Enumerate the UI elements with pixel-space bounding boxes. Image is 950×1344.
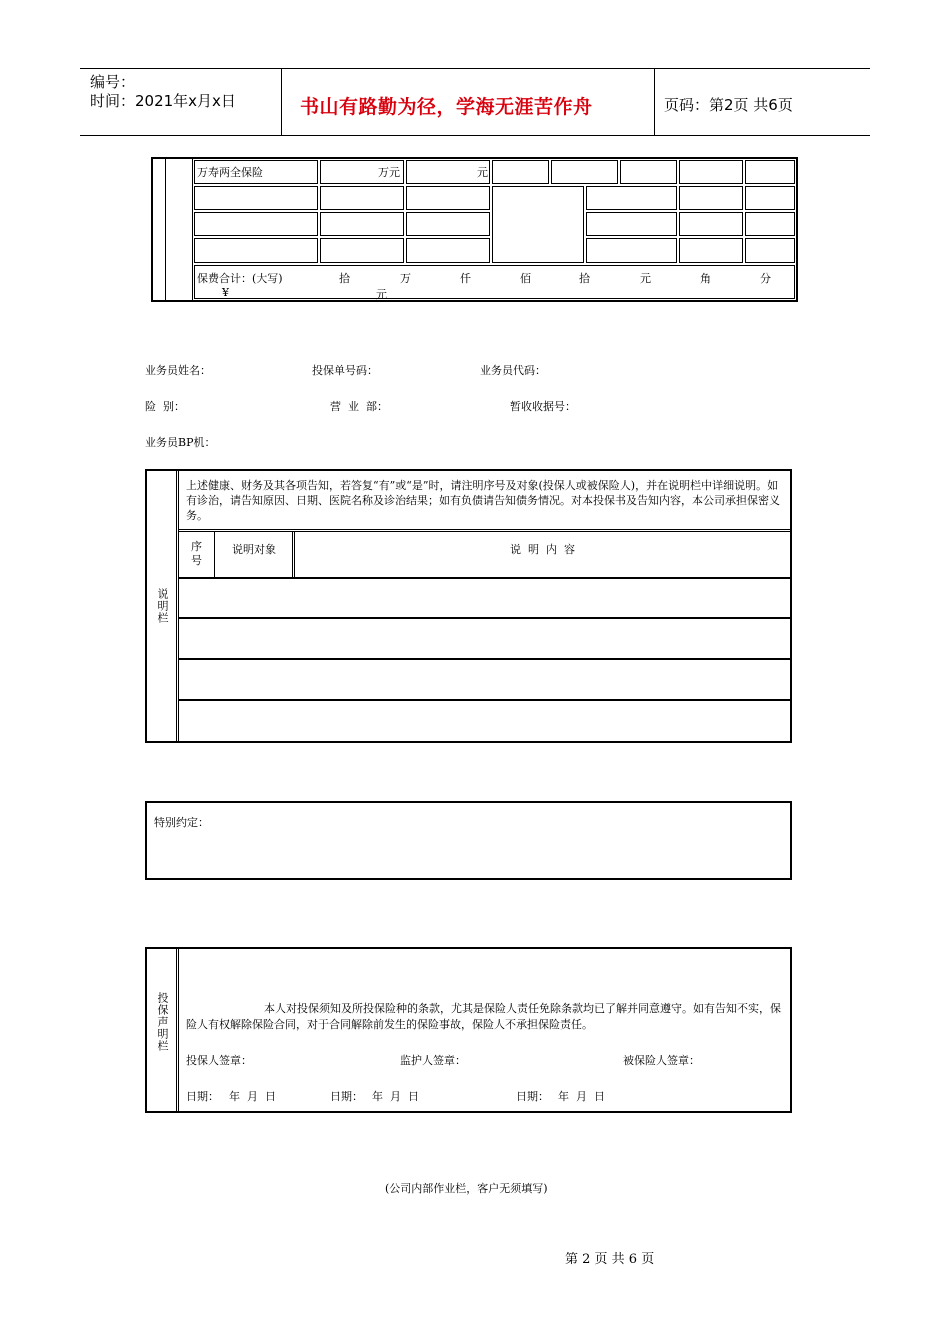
agent-code-label: 业务员代码：: [480, 364, 546, 377]
unit-bai: 佰: [520, 272, 531, 285]
table-cell: [492, 160, 549, 184]
yen-symbol: ¥: [222, 286, 229, 299]
explanation-side-label: 说明栏: [156, 588, 169, 624]
table-cell: [679, 160, 743, 184]
col-divider-2: [292, 531, 293, 577]
table-cell: [551, 160, 618, 184]
table-cell: [320, 238, 404, 263]
unit-yuan: 元: [640, 272, 651, 285]
table-cell: [586, 238, 677, 263]
explanation-header-rule: [178, 529, 790, 530]
declaration-text: 本人对投保须知及所投保险种的条款，尤其是保险人责任免除条款均已了解并同意遵守。如有告知不实，保险人有权解除保险合同，对于合同解除前发生的保险事故，保险人不承担保险责任。: [186, 1002, 781, 1031]
page-label: 页码：第2页 共6页: [664, 96, 793, 114]
table-cell: [586, 186, 677, 210]
table-cell: [745, 186, 795, 210]
table-cell: [194, 186, 318, 210]
explanation-side-rule-2: [178, 470, 179, 742]
col-no-header: 序号: [191, 540, 202, 567]
declaration-side-rule-2: [178, 948, 179, 1112]
explanation-header-rule-2: [178, 531, 790, 532]
serial-label: 编号：: [90, 73, 136, 91]
premium-table-inner-left-rule-2: [192, 158, 193, 301]
table-cell: [406, 212, 490, 236]
explanation-row-rule: [178, 617, 790, 619]
col-divider-3: [294, 531, 295, 577]
product-name: 万寿两全保险: [197, 166, 263, 179]
col-target-header: 说明对象: [232, 543, 276, 556]
table-cell: [745, 238, 795, 263]
explanation-row-rule: [178, 577, 790, 579]
date-ymd-2: 年 月 日: [372, 1090, 419, 1103]
table-cell: [194, 212, 318, 236]
merged-blank-cell: [492, 186, 584, 263]
table-cell: [406, 186, 490, 210]
table-cell: [320, 212, 404, 236]
table-cell: [679, 238, 743, 263]
unit-shi-1: 拾: [339, 272, 350, 285]
explanation-side-rule: [176, 470, 177, 742]
receipt-no-label: 暂收收据号：: [510, 400, 576, 413]
table-cell: [679, 186, 743, 210]
explanation-row-rule: [178, 658, 790, 660]
table-cell: [320, 186, 404, 210]
declaration-side-rule: [176, 948, 177, 1112]
header-motto: 书山有路勤为径，学海无涯苦作舟: [300, 96, 593, 118]
time-label: 时间：2021年x月x日: [90, 92, 236, 110]
agent-bp-label: 业务员BP机：: [145, 436, 216, 449]
unit-fen: 分: [760, 272, 771, 285]
special-agreement-box: [145, 801, 792, 880]
header-bottom-rule: [80, 135, 870, 136]
policy-no-label: 投保单号码：: [312, 364, 378, 377]
internal-note: (公司内部作业栏，客户无须填写): [385, 1182, 548, 1195]
unit-wan-label: 万元: [378, 166, 400, 179]
table-cell: [679, 212, 743, 236]
unit-jiao: 角: [700, 272, 711, 285]
header-top-rule: [80, 68, 870, 69]
special-agreement-label: 特别约定：: [154, 816, 209, 829]
applicant-signature-label: 投保人签章：: [186, 1054, 252, 1067]
explanation-intro: 上述健康、财务及其各项告知，若答复“有”或“是”时，请注明序号及对象(投保人或被保险人)，并在说明栏中详细说明。如有诊治，请告知原因、日期、医院名称及诊治结果；如有负债请告知债务情况。对本投保书及告知内容，本公司承担保密义务。: [186, 479, 780, 522]
unit-shi-2: 拾: [579, 272, 590, 285]
table-cell: [586, 212, 677, 236]
table-cell: [745, 160, 795, 184]
explanation-row-rule: [178, 699, 790, 701]
col-divider-1: [214, 531, 215, 577]
department-label: 营 业 部：: [330, 400, 388, 413]
col-content-header: 说 明 内 容: [510, 543, 575, 556]
date-ymd-3: 年 月 日: [558, 1090, 605, 1103]
footer-page-number: 第 2 页 共 6 页: [565, 1252, 655, 1267]
agent-name-label: 业务员姓名：: [145, 364, 211, 377]
header-divider-right: [654, 68, 655, 135]
date-label-3: 日期：: [516, 1090, 549, 1103]
date-label-2: 日期：: [330, 1090, 363, 1103]
insured-signature-label: 被保险人签章：: [623, 1054, 700, 1067]
date-label-1: 日期：: [186, 1090, 219, 1103]
declaration-side-label: 投保声明栏: [156, 992, 169, 1052]
table-cell: [194, 238, 318, 263]
table-cell: [620, 160, 677, 184]
premium-table-inner-left-rule: [165, 158, 166, 301]
insurance-type-label: 险 别：: [145, 400, 185, 413]
unit-qian: 仟: [460, 272, 471, 285]
unit-yuan-label: 元: [477, 166, 488, 179]
premium-total-label: 保费合计：(大写): [197, 272, 283, 285]
yen-unit: 元: [376, 288, 387, 301]
guardian-signature-label: 监护人签章：: [400, 1054, 466, 1067]
table-cell: [406, 238, 490, 263]
date-ymd-1: 年 月 日: [229, 1090, 276, 1103]
header-divider-left: [281, 68, 282, 135]
table-cell: [745, 212, 795, 236]
unit-wan: 万: [400, 272, 411, 285]
